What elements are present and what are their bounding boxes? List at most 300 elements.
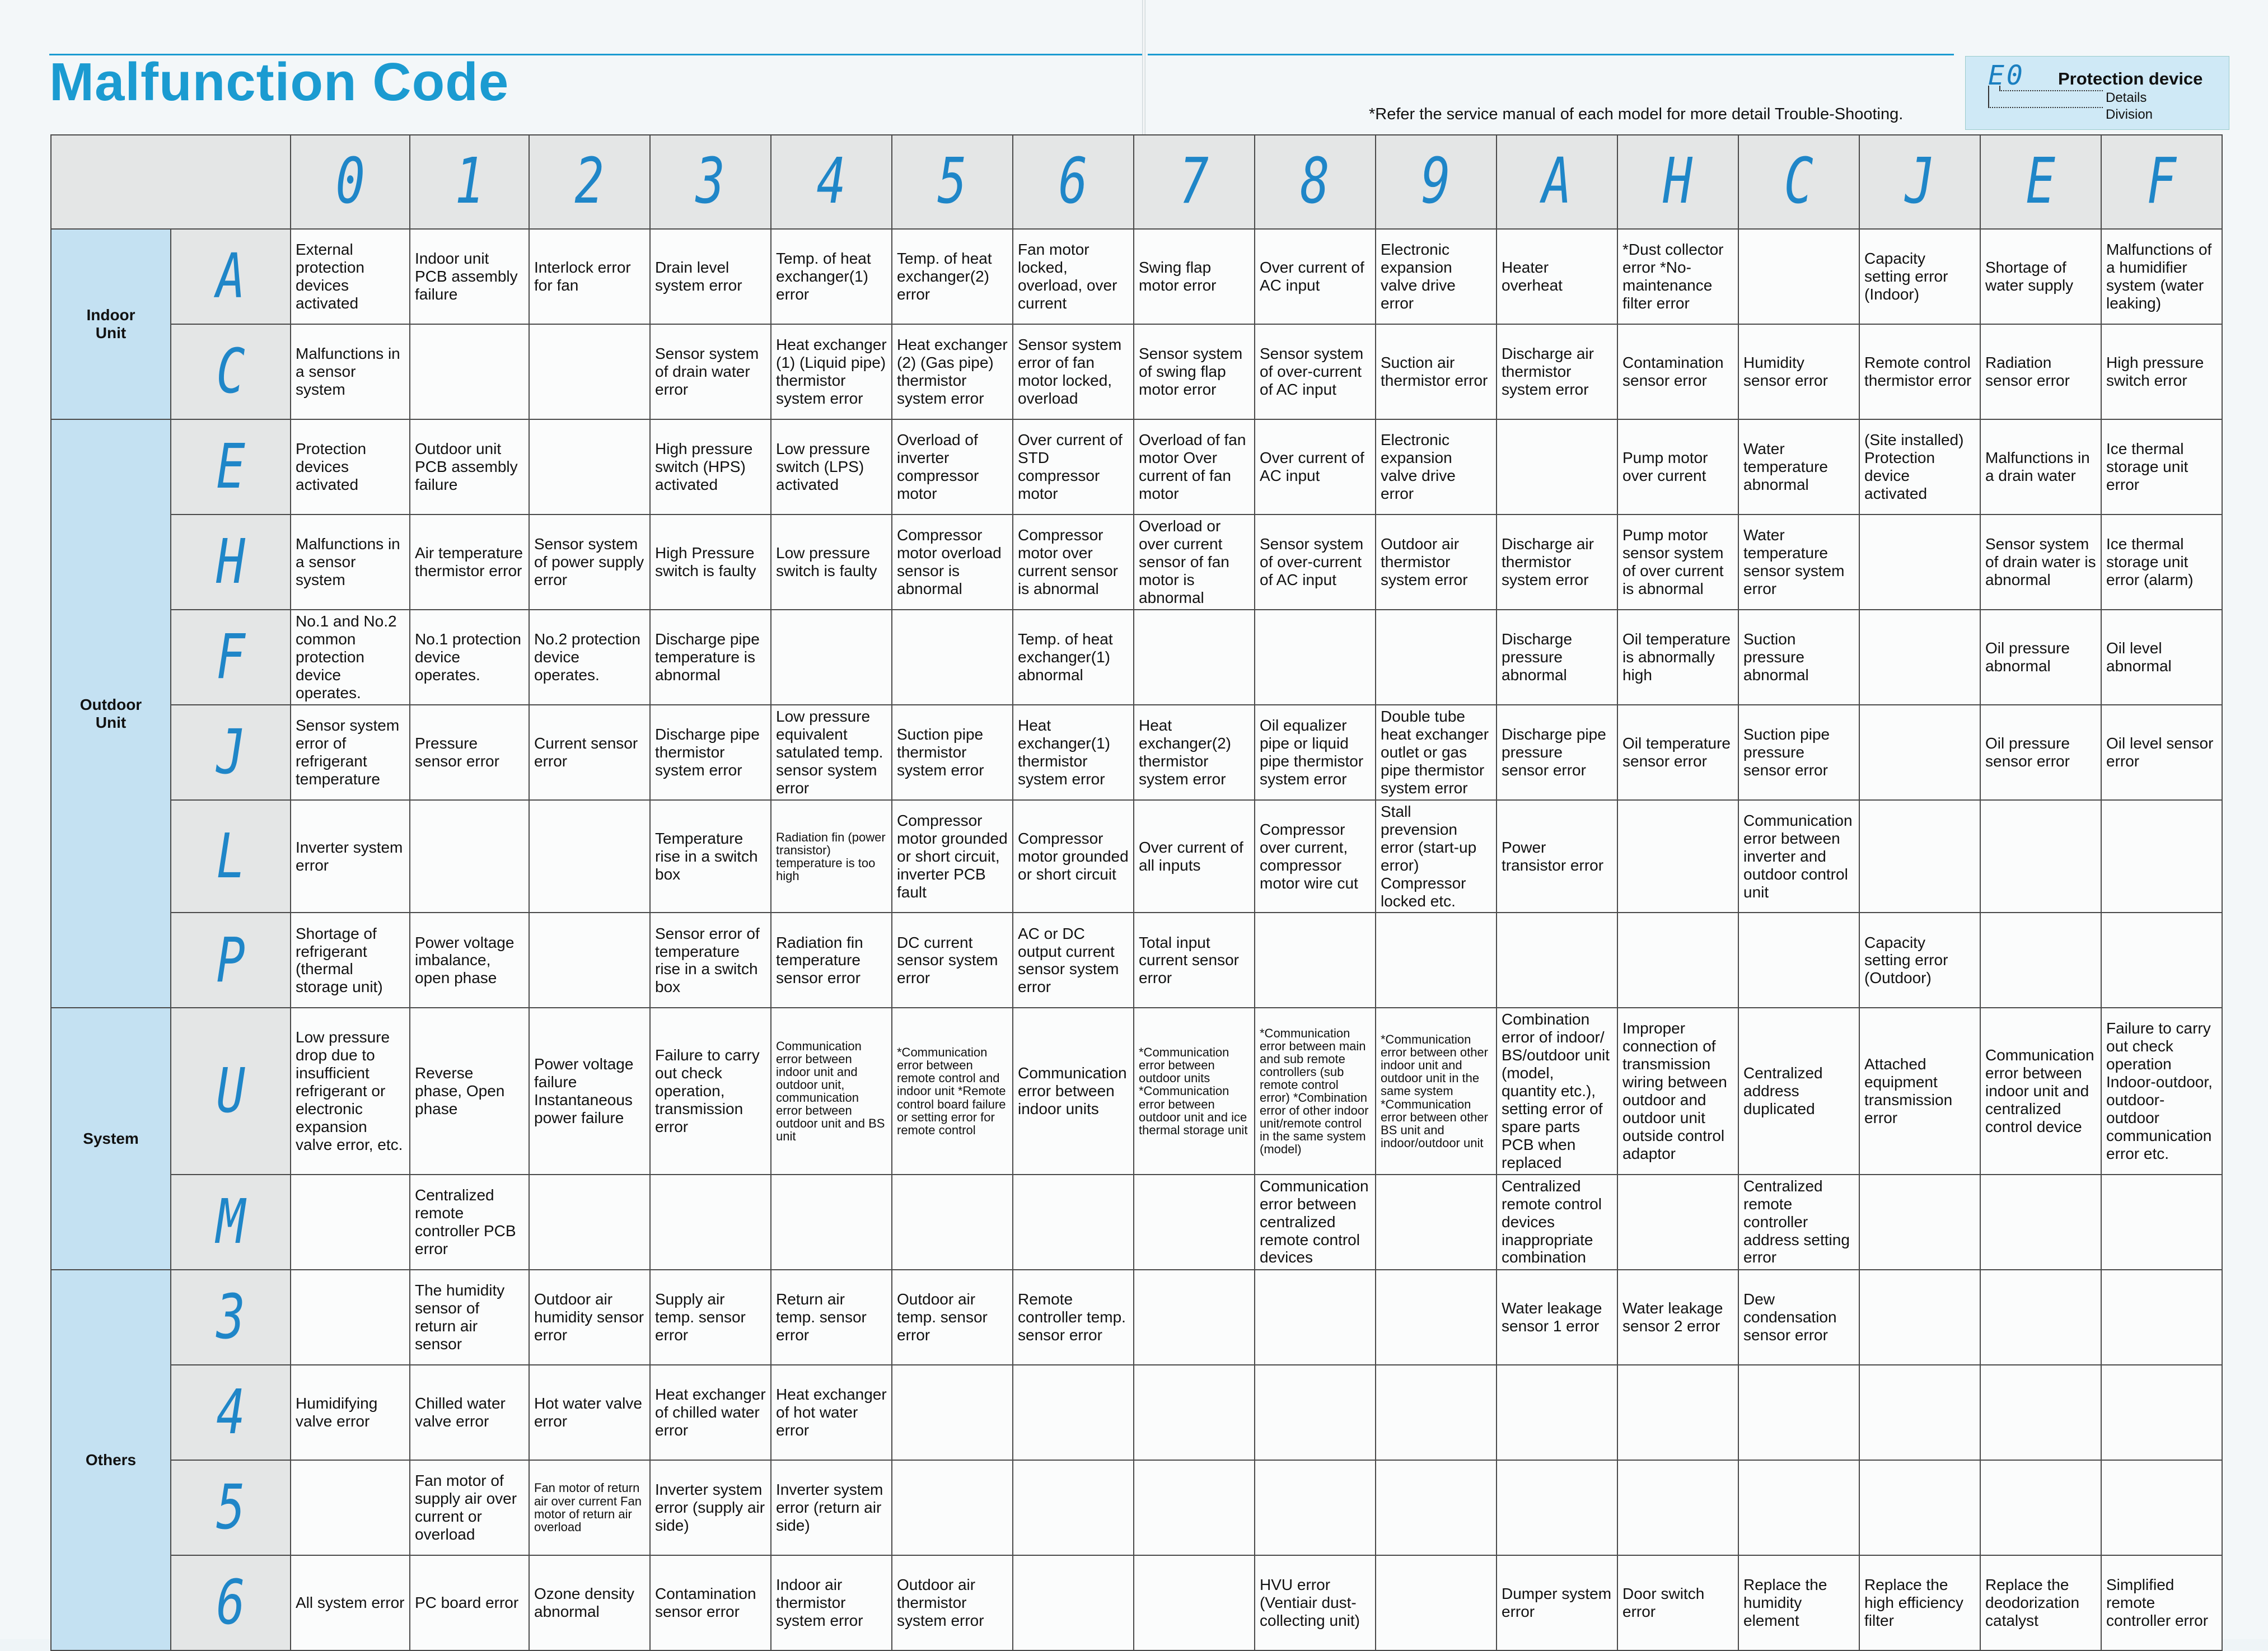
column-header-3 — [650, 135, 771, 229]
group-label: Others — [51, 1270, 171, 1650]
table-row — [51, 705, 2222, 800]
column-code: 5 — [937, 145, 967, 218]
row-code: L — [216, 820, 245, 892]
code-cell-J1: Pressure sensor error — [410, 705, 529, 800]
table-row — [51, 419, 2222, 515]
code-cell-F2: No.2 protection device operates. — [529, 610, 650, 705]
code-cell-41: Chilled water valve error — [410, 1365, 529, 1460]
code-cell-57 — [1134, 1460, 1255, 1555]
code-cell-3J — [1859, 1270, 1980, 1365]
code-cell-PC — [1738, 913, 1859, 1008]
code-cell-A5: Temp. of heat exchanger(2) error — [892, 229, 1013, 324]
code-cell-4C — [1738, 1365, 1859, 1460]
code-cell-CE: Radiation sensor error — [1980, 324, 2101, 419]
column-code: A — [1542, 145, 1572, 218]
column-header-0 — [291, 135, 410, 229]
code-cell-3E — [1980, 1270, 2101, 1365]
row-code: 5 — [216, 1471, 245, 1543]
code-cell-F3: Discharge pipe temperature is abnormal — [650, 610, 771, 705]
code-cell-39 — [1376, 1270, 1497, 1365]
code-cell-PH — [1617, 913, 1738, 1008]
table-row — [51, 324, 2222, 419]
code-cell-CA: Discharge air thermistor system error — [1497, 324, 1617, 419]
code-cell-U4: Communication error between indoor unit and outdoor unit, communication error between outdoor unit and BS unit — [771, 1008, 892, 1174]
code-cell-5J — [1859, 1460, 1980, 1555]
code-cell-P4: Radiation fin temperature sensor error — [771, 913, 892, 1008]
code-cell-L2 — [529, 800, 650, 913]
code-cell-C9: Suction air thermistor error — [1376, 324, 1497, 419]
code-cell-50 — [291, 1460, 410, 1555]
code-cell-U6: Communication error between indoor units — [1013, 1008, 1134, 1174]
code-cell-F1: No.1 protection device operates. — [410, 610, 529, 705]
code-cell-HH: Pump motor sensor system of over current is abnormal — [1617, 515, 1738, 610]
code-cell-C6: Sensor system error of fan motor locked, overload — [1013, 324, 1134, 419]
column-header-J — [1859, 135, 1980, 229]
code-cell-H8: Sensor system of over-current of AC input — [1255, 515, 1376, 610]
legend-label: Protection device — [2058, 69, 2203, 88]
code-cell-J2: Current sensor error — [529, 705, 650, 800]
code-cell-60: All system error — [291, 1555, 410, 1650]
code-cell-AJ: Capacity setting error (Indoor) — [1859, 229, 1980, 324]
code-cell-AE: Shortage of water supply — [1980, 229, 2101, 324]
row-code-L — [171, 800, 291, 913]
code-cell-F8 — [1255, 610, 1376, 705]
code-cell-C4: Heat exchanger (1) (Liquid pipe) thermistor system error — [771, 324, 892, 419]
column-code: 7 — [1179, 145, 1209, 218]
code-cell-J7: Heat exchanger(2) thermistor system error — [1134, 705, 1255, 800]
code-cell-MC: Centralized remote controller address setting error — [1738, 1175, 1859, 1270]
code-cell-JH: Oil temperature sensor error — [1617, 705, 1738, 800]
code-cell-U8: *Communication error between main and sub remote controllers (sub remote control error) *Combination error of other indoor unit/remote control in the same system (model) — [1255, 1008, 1376, 1174]
code-cell-5C — [1738, 1460, 1859, 1555]
code-cell-EH: Pump motor over current — [1617, 419, 1738, 515]
column-header-A — [1497, 135, 1617, 229]
code-cell-LA: Power transistor error — [1497, 800, 1617, 913]
row-code: 4 — [216, 1376, 245, 1448]
code-cell-A3: Drain level system error — [650, 229, 771, 324]
code-cell-UC: Centralized address duplicated — [1738, 1008, 1859, 1174]
code-cell-59 — [1376, 1460, 1497, 1555]
column-header-2 — [529, 135, 650, 229]
code-cell-PE — [1980, 913, 2101, 1008]
code-cell-EC: Water temperature abnormal — [1738, 419, 1859, 515]
code-cell-L3: Temperature rise in a switch box — [650, 800, 771, 913]
table-row — [51, 610, 2222, 705]
column-code: E — [2026, 145, 2056, 218]
group-label: Outdoor Unit — [51, 419, 171, 1008]
code-cell-J4: Low pressure equivalent satulated temp. sensor system error — [771, 705, 892, 800]
code-cell-LH — [1617, 800, 1738, 913]
code-cell-H4: Low pressure switch is faulty — [771, 515, 892, 610]
code-cell-AC — [1738, 229, 1859, 324]
code-cell-L8: Compressor over current, compressor motor wire cut — [1255, 800, 1376, 913]
code-cell-E2 — [529, 419, 650, 515]
table-row — [51, 1555, 2222, 1650]
code-cell-C0: Malfunctions in a sensor system — [291, 324, 410, 419]
row-code: E — [216, 431, 245, 503]
code-cell-FE: Oil pressure abnormal — [1980, 610, 2101, 705]
row-code-C — [171, 324, 291, 419]
code-cell-34: Return air temp. sensor error — [771, 1270, 892, 1365]
code-cell-AH: *Dust collector error *No-maintenance filter error — [1617, 229, 1738, 324]
code-cell-MA: Centralized remote control devices inappropriate combination — [1497, 1175, 1617, 1270]
code-cell-E4: Low pressure switch (LPS) activated — [771, 419, 892, 515]
code-cell-H2: Sensor system of power supply error — [529, 515, 650, 610]
code-cell-A4: Temp. of heat exchanger(1) error — [771, 229, 892, 324]
table-row — [51, 515, 2222, 610]
row-code-A — [171, 229, 291, 324]
column-header-1 — [410, 135, 529, 229]
legend-details: Details — [2106, 90, 2147, 105]
column-code: C — [1784, 145, 1814, 218]
code-cell-HC: Water temperature sensor system error — [1738, 515, 1859, 610]
code-cell-EF: Ice thermal storage unit error — [2101, 419, 2222, 515]
code-cell-J0: Sensor system error of refrigerant temperature — [291, 705, 410, 800]
code-cell-47 — [1134, 1365, 1255, 1460]
code-cell-4E — [1980, 1365, 2101, 1460]
code-cell-63: Contamination sensor error — [650, 1555, 771, 1650]
row-code-F — [171, 610, 291, 705]
code-cell-H1: Air temperature thermistor error — [410, 515, 529, 610]
row-code: 3 — [216, 1280, 245, 1353]
code-cell-30 — [291, 1270, 410, 1365]
code-cell-F9 — [1376, 610, 1497, 705]
code-cell-H3: High Pressure switch is faulty — [650, 515, 771, 610]
code-cell-FH: Oil temperature is abnormally high — [1617, 610, 1738, 705]
code-cell-A2: Interlock error for fan — [529, 229, 650, 324]
code-cell-5H — [1617, 1460, 1738, 1555]
code-cell-EE: Malfunctions in a drain water — [1980, 419, 2101, 515]
code-cell-E1: Outdoor unit PCB assembly failure — [410, 419, 529, 515]
code-cell-6A: Dumper system error — [1497, 1555, 1617, 1650]
code-cell-C1 — [410, 324, 529, 419]
malfunction-code-table — [50, 134, 2223, 1651]
code-legend — [1965, 56, 2229, 130]
column-code: 4 — [816, 145, 847, 218]
code-cell-M3 — [650, 1175, 771, 1270]
code-cell-J9: Double tube heat exchanger outlet or gas pipe thermistor system error — [1376, 705, 1497, 800]
code-cell-P0: Shortage of refrigerant (thermal storage unit) — [291, 913, 410, 1008]
code-cell-66 — [1013, 1555, 1134, 1650]
code-cell-H6: Compressor motor over current sensor is abnormal — [1013, 515, 1134, 610]
group-label: Indoor Unit — [51, 229, 171, 419]
code-cell-M9 — [1376, 1175, 1497, 1270]
code-cell-3F — [2101, 1270, 2222, 1365]
code-cell-M2 — [529, 1175, 650, 1270]
code-cell-P8 — [1255, 913, 1376, 1008]
code-cell-E5: Overload of inverter compressor motor — [892, 419, 1013, 515]
code-cell-HE: Sensor system of drain water is abnormal — [1980, 515, 2101, 610]
row-code-E — [171, 419, 291, 515]
code-cell-M1: Centralized remote controller PCB error — [410, 1175, 529, 1270]
code-cell-UJ: Attached equipment transmission error — [1859, 1008, 1980, 1174]
code-cell-M5 — [892, 1175, 1013, 1270]
code-cell-3A: Water leakage sensor 1 error — [1497, 1270, 1617, 1365]
table-row — [51, 913, 2222, 1008]
code-cell-U7: *Communication error between outdoor units *Communication error between outdoor unit and ice thermal storage unit — [1134, 1008, 1255, 1174]
column-code: H — [1663, 145, 1693, 218]
code-cell-F7 — [1134, 610, 1255, 705]
code-cell-42: Hot water valve error — [529, 1365, 650, 1460]
code-cell-6H: Door switch error — [1617, 1555, 1738, 1650]
table-row — [51, 1460, 2222, 1555]
row-code: J — [216, 716, 245, 788]
code-cell-M0 — [291, 1175, 410, 1270]
code-cell-32: Outdoor air humidity sensor error — [529, 1270, 650, 1365]
code-cell-JE: Oil pressure sensor error — [1980, 705, 2101, 800]
code-cell-C7: Sensor system of swing flap motor error — [1134, 324, 1255, 419]
code-cell-4H — [1617, 1365, 1738, 1460]
row-code: H — [216, 526, 245, 598]
code-cell-5F — [2101, 1460, 2222, 1555]
code-cell-J8: Oil equalizer pipe or liquid pipe thermistor system error — [1255, 705, 1376, 800]
code-cell-46 — [1013, 1365, 1134, 1460]
code-cell-35: Outdoor air temp. sensor error — [892, 1270, 1013, 1365]
row-code: U — [216, 1055, 245, 1127]
row-code: F — [216, 621, 245, 693]
code-cell-HF: Ice thermal storage unit error (alarm) — [2101, 515, 2222, 610]
code-cell-AA: Heater overheat — [1497, 229, 1617, 324]
code-cell-49 — [1376, 1365, 1497, 1460]
code-cell-JA: Discharge pipe pressure sensor error — [1497, 705, 1617, 800]
column-header-H — [1617, 135, 1738, 229]
service-note: *Refer the service manual of each model for more detail Trouble-Shooting. — [1369, 105, 1904, 123]
table-row — [51, 229, 2222, 324]
code-cell-C5: Heat exchanger (2) (Gas pipe) thermistor system error — [892, 324, 1013, 419]
code-cell-E7: Overload of fan motor Over current of fan motor — [1134, 419, 1255, 515]
code-cell-48 — [1255, 1365, 1376, 1460]
column-header-8 — [1255, 135, 1376, 229]
legend-code: E0 — [1988, 60, 2025, 91]
code-cell-P2 — [529, 913, 650, 1008]
column-header-5 — [892, 135, 1013, 229]
code-cell-M7 — [1134, 1175, 1255, 1270]
code-cell-31: The humidity sensor of return air sensor — [410, 1270, 529, 1365]
code-cell-E8: Over current of AC input — [1255, 419, 1376, 515]
code-cell-F5 — [892, 610, 1013, 705]
code-cell-UF: Failure to carry out check operation Indoor-outdoor, outdoor-outdoor communication error etc. — [2101, 1008, 2222, 1174]
column-code: 8 — [1300, 145, 1330, 218]
code-cell-56 — [1013, 1460, 1134, 1555]
code-cell-52: Fan motor of return air over current Fan motor of return air overload — [529, 1460, 650, 1555]
code-cell-A0: External protection devices activated — [291, 229, 410, 324]
code-cell-CJ: Remote control thermistor error — [1859, 324, 1980, 419]
code-cell-M8: Communication error between centralized remote control devices — [1255, 1175, 1376, 1270]
code-cell-F0: No.1 and No.2 common protection device operates. — [291, 610, 410, 705]
code-cell-P9 — [1376, 913, 1497, 1008]
code-cell-C3: Sensor system of drain water error — [650, 324, 771, 419]
row-code-H — [171, 515, 291, 610]
code-cell-LE — [1980, 800, 2101, 913]
code-cell-3C: Dew condensation sensor error — [1738, 1270, 1859, 1365]
code-cell-L0: Inverter system error — [291, 800, 410, 913]
row-code-M — [171, 1175, 291, 1270]
code-cell-EA — [1497, 419, 1617, 515]
code-cell-PJ: Capacity setting error (Outdoor) — [1859, 913, 1980, 1008]
code-cell-P6: AC or DC output current sensor system error — [1013, 913, 1134, 1008]
code-cell-FC: Suction pressure abnormal — [1738, 610, 1859, 705]
column-code: 2 — [574, 145, 605, 218]
code-cell-6F: Simplified remote controller error — [2101, 1555, 2222, 1650]
code-cell-MF — [2101, 1175, 2222, 1270]
code-cell-MJ — [1859, 1175, 1980, 1270]
code-cell-45 — [892, 1365, 1013, 1460]
code-cell-55 — [892, 1460, 1013, 1555]
code-cell-61: PC board error — [410, 1555, 529, 1650]
code-cell-H9: Outdoor air thermistor system error — [1376, 515, 1497, 610]
code-cell-HJ — [1859, 515, 1980, 610]
code-cell-P5: DC current sensor system error — [892, 913, 1013, 1008]
code-cell-AF: Malfunctions of a humidifier system (water leaking) — [2101, 229, 2222, 324]
code-cell-54: Inverter system error (return air side) — [771, 1460, 892, 1555]
row-code: M — [216, 1185, 245, 1257]
row-code-3 — [171, 1270, 291, 1365]
code-cell-6C: Replace the humidity element — [1738, 1555, 1859, 1650]
title-rule-right — [1148, 54, 1954, 55]
code-cell-64: Indoor air thermistor system error — [771, 1555, 892, 1650]
group-label: System — [51, 1008, 171, 1269]
code-cell-E6: Over current of STD compressor motor — [1013, 419, 1134, 515]
code-cell-C8: Sensor system of over-current of AC input — [1255, 324, 1376, 419]
code-cell-U0: Low pressure drop due to insufficient refrigerant or electronic expansion valve error, etc. — [291, 1008, 410, 1174]
code-cell-F4 — [771, 610, 892, 705]
code-cell-EJ: (Site installed) Protection device activated — [1859, 419, 1980, 515]
code-cell-65: Outdoor air thermistor system error — [892, 1555, 1013, 1650]
column-code: 1 — [455, 145, 484, 218]
code-cell-58 — [1255, 1460, 1376, 1555]
code-cell-69 — [1376, 1555, 1497, 1650]
row-code: 6 — [216, 1566, 245, 1638]
row-code: A — [216, 240, 245, 312]
code-cell-L6: Compressor motor grounded or short circuit — [1013, 800, 1134, 913]
table-row — [51, 800, 2222, 913]
row-code: C — [216, 335, 245, 408]
code-cell-4J — [1859, 1365, 1980, 1460]
code-cell-5A — [1497, 1460, 1617, 1555]
code-cell-LF — [2101, 800, 2222, 913]
column-code: F — [2147, 145, 2177, 218]
code-cell-5E — [1980, 1460, 2101, 1555]
row-code: P — [216, 924, 245, 996]
code-cell-CF: High pressure switch error — [2101, 324, 2222, 419]
code-cell-A9: Electronic expansion valve drive error — [1376, 229, 1497, 324]
code-cell-M4 — [771, 1175, 892, 1270]
code-cell-E0: Protection devices activated — [291, 419, 410, 515]
code-cell-6J: Replace the high efficiency filter — [1859, 1555, 1980, 1650]
code-cell-ME — [1980, 1175, 2101, 1270]
code-cell-A8: Over current of AC input — [1255, 229, 1376, 324]
table-row — [51, 1175, 2222, 1270]
code-cell-62: Ozone density abnormal — [529, 1555, 650, 1650]
code-cell-P7: Total input current sensor error — [1134, 913, 1255, 1008]
row-code-5 — [171, 1460, 291, 1555]
code-cell-43: Heat exchanger of chilled water error — [650, 1365, 771, 1460]
column-header-4 — [771, 135, 892, 229]
code-cell-4A — [1497, 1365, 1617, 1460]
code-cell-44: Heat exchanger of hot water error — [771, 1365, 892, 1460]
header-corner — [51, 135, 291, 229]
code-cell-J3: Discharge pipe thermistor system error — [650, 705, 771, 800]
row-code-4 — [171, 1365, 291, 1460]
code-cell-MH — [1617, 1175, 1738, 1270]
code-cell-U3: Failure to carry out check operation, transmission error — [650, 1008, 771, 1174]
code-cell-JC: Suction pipe pressure sensor error — [1738, 705, 1859, 800]
row-code-J — [171, 705, 291, 800]
row-code-P — [171, 913, 291, 1008]
code-cell-3H: Water leakage sensor 2 error — [1617, 1270, 1738, 1365]
code-cell-A1: Indoor unit PCB assembly failure — [410, 229, 529, 324]
code-cell-U1: Reverse phase, Open phase — [410, 1008, 529, 1174]
code-cell-37 — [1134, 1270, 1255, 1365]
code-cell-CC: Humidity sensor error — [1738, 324, 1859, 419]
code-cell-A6: Fan motor locked, overload, over current — [1013, 229, 1134, 324]
table-row — [51, 1365, 2222, 1460]
code-cell-FJ — [1859, 610, 1980, 705]
code-cell-P1: Power voltage imbalance, open phase — [410, 913, 529, 1008]
code-cell-FF: Oil level abnormal — [2101, 610, 2222, 705]
code-cell-HA: Discharge air thermistor system error — [1497, 515, 1617, 610]
code-cell-H5: Compressor motor overload sensor is abnormal — [892, 515, 1013, 610]
code-cell-FA: Discharge pressure abnormal — [1497, 610, 1617, 705]
code-cell-36: Remote controller temp. sensor error — [1013, 1270, 1134, 1365]
code-cell-67 — [1134, 1555, 1255, 1650]
code-cell-PF — [2101, 913, 2222, 1008]
code-cell-JF: Oil level sensor error — [2101, 705, 2222, 800]
code-cell-51: Fan motor of supply air over current or overload — [410, 1460, 529, 1555]
row-code-6 — [171, 1555, 291, 1650]
column-header-E — [1980, 135, 2101, 229]
code-cell-L1 — [410, 800, 529, 913]
column-header-7 — [1134, 135, 1255, 229]
page-title: Malfunction Code — [49, 52, 509, 112]
code-cell-6E: Replace the deodorization catalyst — [1980, 1555, 2101, 1650]
column-code: 3 — [695, 145, 726, 218]
column-header-F — [2101, 135, 2222, 229]
code-cell-M6 — [1013, 1175, 1134, 1270]
code-cell-J5: Suction pipe thermistor system error — [892, 705, 1013, 800]
code-cell-H7: Overload or over current sensor of fan motor is abnormal — [1134, 515, 1255, 610]
code-cell-LJ — [1859, 800, 1980, 913]
column-code: 6 — [1058, 145, 1088, 218]
code-cell-E3: High pressure switch (HPS) activated — [650, 419, 771, 515]
code-cell-40: Humidifying valve error — [291, 1365, 410, 1460]
code-cell-68: HVU error (Ventiair dust-collecting unit) — [1255, 1555, 1376, 1650]
column-header-6 — [1013, 135, 1134, 229]
column-code: 0 — [335, 145, 365, 218]
code-cell-C2 — [529, 324, 650, 419]
code-cell-33: Supply air temp. sensor error — [650, 1270, 771, 1365]
code-cell-L9: Stall prevension error (start-up error) Compressor locked etc. — [1376, 800, 1497, 913]
code-cell-J6: Heat exchanger(1) thermistor system error — [1013, 705, 1134, 800]
code-cell-LC: Communication error between inverter and outdoor control unit — [1738, 800, 1859, 913]
code-cell-H0: Malfunctions in a sensor system — [291, 515, 410, 610]
code-cell-E9: Electronic expansion valve drive error — [1376, 419, 1497, 515]
code-cell-F6: Temp. of heat exchanger(1) abnormal — [1013, 610, 1134, 705]
legend-division: Division — [2106, 107, 2153, 122]
code-cell-UH: Improper connection of transmission wiring between outdoor and outdoor unit outside control adaptor — [1617, 1008, 1738, 1174]
code-cell-L5: Compressor motor grounded or short circuit, inverter PCB fault — [892, 800, 1013, 913]
code-cell-38 — [1255, 1270, 1376, 1365]
row-code-U — [171, 1008, 291, 1174]
code-cell-UE: Communication error between indoor unit and centralized control device — [1980, 1008, 2101, 1174]
table-row — [51, 1270, 2222, 1365]
column-code: 9 — [1421, 145, 1451, 218]
code-cell-L4: Radiation fin (power transistor) temperature is too high — [771, 800, 892, 913]
code-cell-UA: Combination error of indoor/ BS/outdoor unit (model, quantity etc.), setting error of spare parts PCB when replaced — [1497, 1008, 1617, 1174]
column-code: J — [1905, 145, 1935, 218]
code-cell-U5: *Communication error between remote control and indoor unit *Remote control board failure or setting error for remote control — [892, 1008, 1013, 1174]
code-cell-JJ — [1859, 705, 1980, 800]
